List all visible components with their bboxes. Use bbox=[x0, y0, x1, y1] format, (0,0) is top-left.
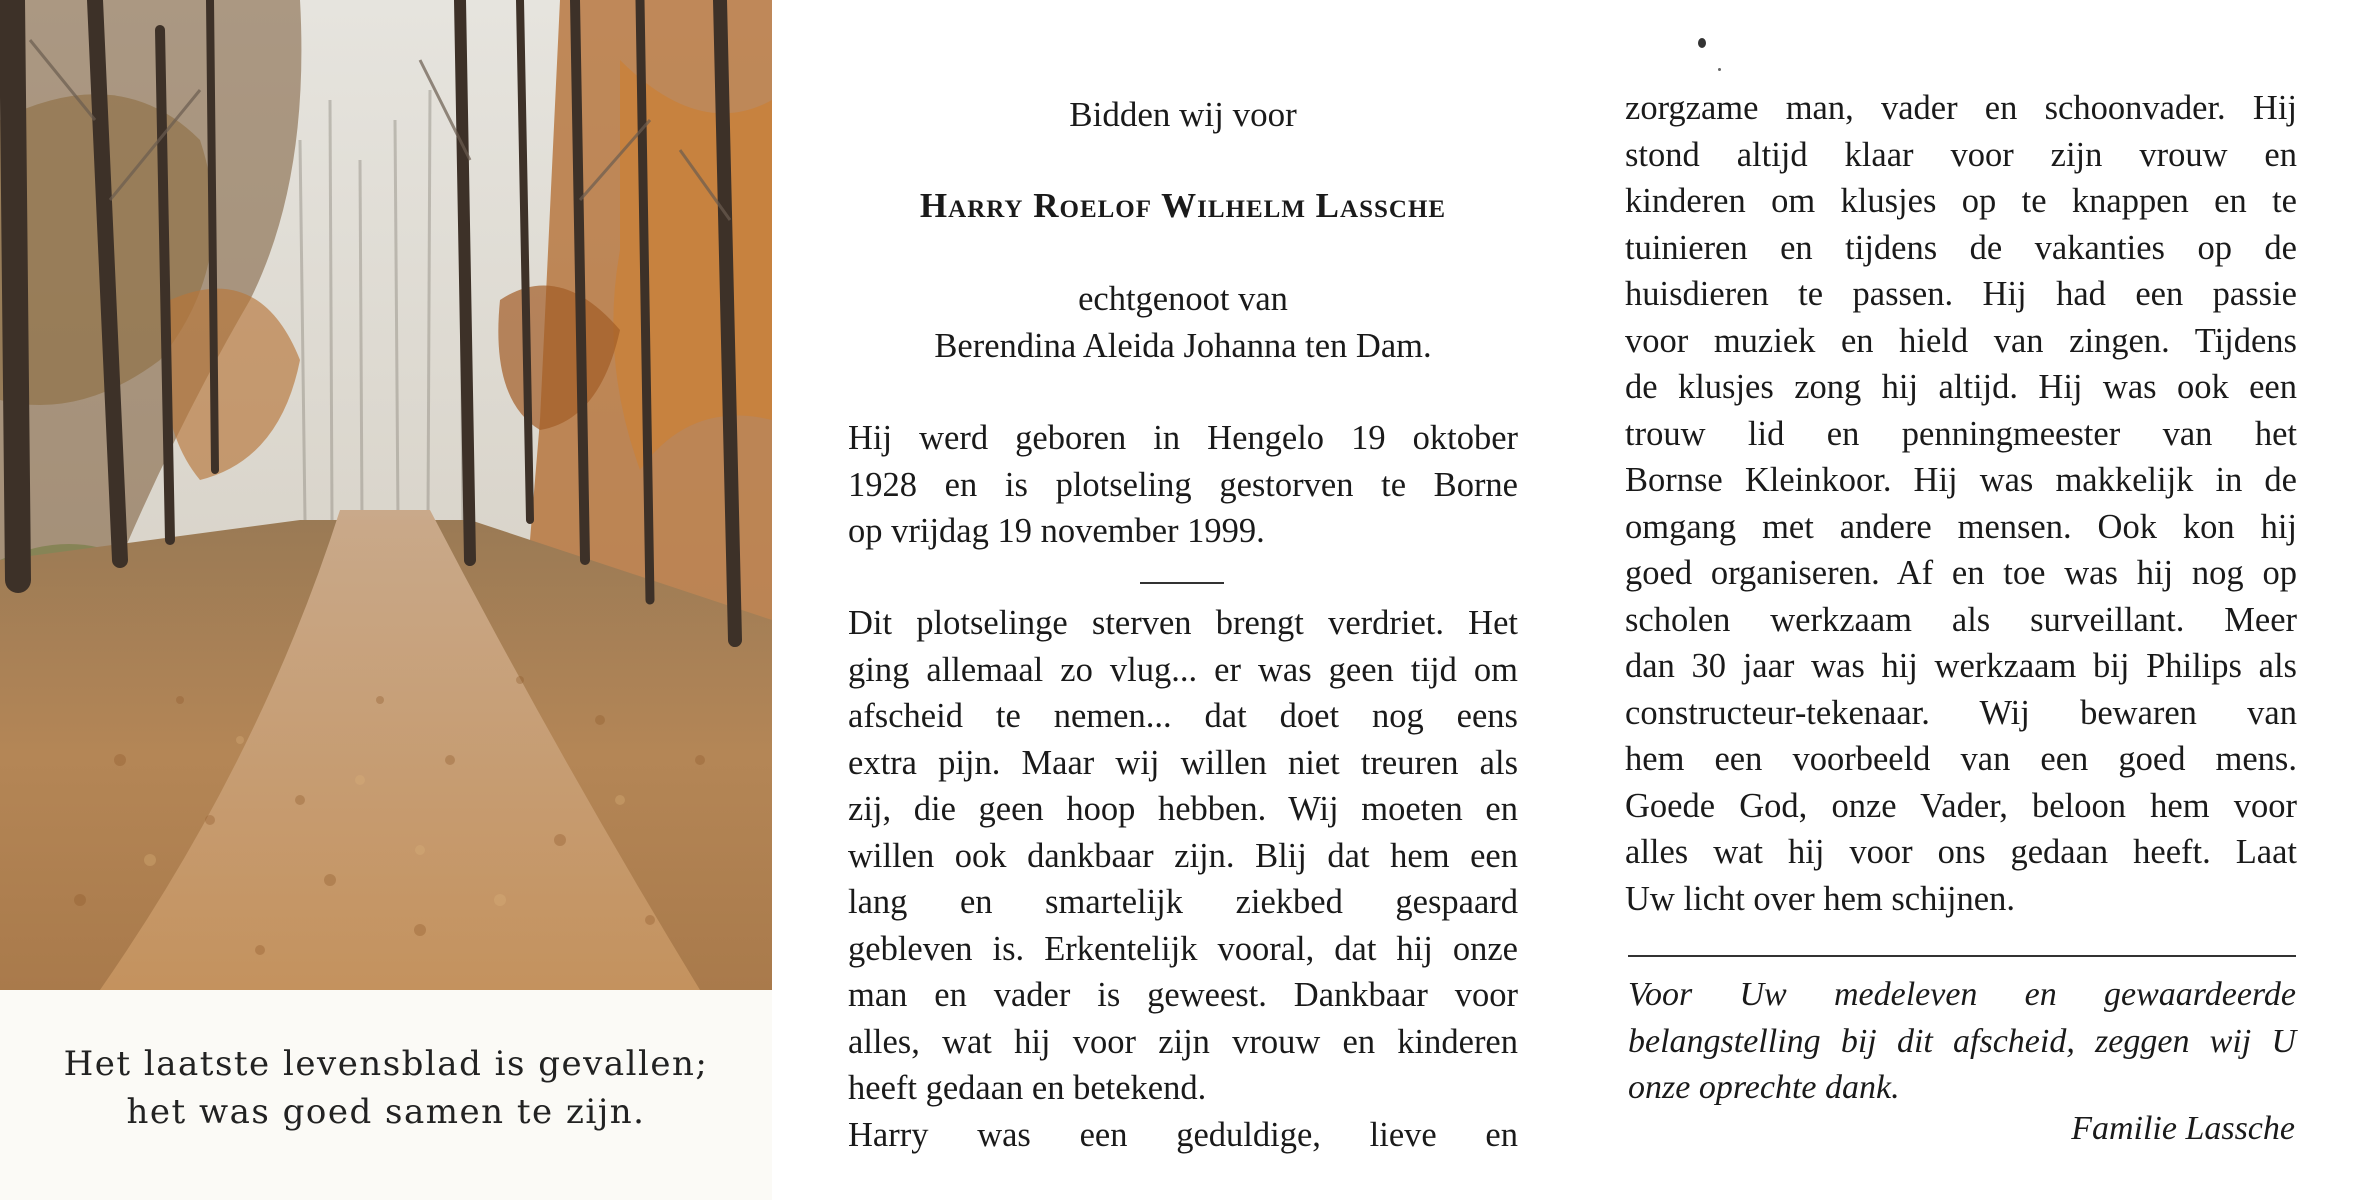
right-panel bbox=[1578, 0, 2361, 1200]
spouse-name: Berendina Aleida Johanna ten Dam. bbox=[934, 326, 1432, 365]
birth-death-paragraph bbox=[848, 415, 1518, 555]
text-line: lang en smartelijk ziekbed gespaard bbox=[848, 883, 1518, 921]
body-paragraph-continued bbox=[1625, 85, 2297, 922]
intro-text: Bidden wij voor bbox=[1069, 95, 1297, 134]
text-line: constructeur-tekenaar. Wij bewaren van bbox=[1625, 693, 2297, 732]
verse-line: het was goed samen te zijn. bbox=[126, 1092, 646, 1132]
text-line: Bornse Kleinkoor. Hij was makkelijk in de bbox=[1625, 461, 2297, 499]
text-line: heeft gedaan en betekend. bbox=[848, 1069, 1207, 1107]
text-line: Harry was een geduldige, lieve en bbox=[848, 1115, 1518, 1154]
middle-panel bbox=[772, 0, 1578, 1200]
text-line: Hij werd geboren in Hengelo 19 oktober bbox=[848, 419, 1518, 457]
text-line: huisdieren te passen. Hij had een passie bbox=[1625, 275, 2297, 313]
text-line: Goede God, onze Vader, beloon hem voor bbox=[1625, 786, 2297, 825]
family-signature: Familie Lassche bbox=[2071, 1110, 2295, 1147]
text-line: Uw licht over hem schijnen. bbox=[1625, 879, 2015, 918]
text-line: goed organiseren. Af en toe was hij nog op bbox=[1625, 554, 2297, 592]
text-line: op vrijdag 19 november 1999. bbox=[848, 512, 1265, 550]
text-line: voor muziek en hield van zingen. Tijdens bbox=[1625, 321, 2297, 360]
text-line: dan 30 jaar was hij werkzaam bij Philips als bbox=[1625, 647, 2297, 685]
body-paragraph bbox=[848, 600, 1518, 1158]
left-panel bbox=[0, 0, 772, 1200]
deceased-name: Harry Roelof Wilhelm Lassche bbox=[919, 186, 1447, 225]
text-line: Voor Uw medeleven en gewaardeerde bbox=[1628, 976, 2296, 1013]
text-line: zorgzame man, vader en schoonvader. Hij bbox=[1625, 89, 2297, 127]
text-line: 1928 en is plotseling gestorven te Borne bbox=[848, 465, 1518, 504]
text-line: zij, die geen hoop hebben. Wij moeten en bbox=[848, 790, 1518, 828]
spouse-label: echtgenoot van bbox=[1078, 280, 1288, 318]
text-line: onze oprechte dank. bbox=[1628, 1069, 1900, 1106]
ink-speck bbox=[1718, 68, 1721, 71]
divider bbox=[1140, 582, 1224, 584]
text-line: alles wat hij voor ons gedaan heeft. Laat bbox=[1625, 833, 2297, 871]
text-line: hem een voorbeeld van een goed mens. bbox=[1625, 740, 2297, 778]
text-line: belangstelling bij dit afscheid, zeggen wij U bbox=[1628, 1022, 2296, 1060]
spouse-block bbox=[848, 276, 1518, 369]
autumn-forest-photo bbox=[0, 0, 772, 990]
memorial-verse bbox=[0, 1040, 772, 1136]
text-line: willen ook dankbaar zijn. Blij dat hem een bbox=[848, 836, 1518, 875]
text-line: alles, wat hij voor zijn vrouw en kinderen bbox=[848, 1022, 1518, 1061]
verse-line: Het laatste levensblad is gevallen; bbox=[63, 1044, 709, 1084]
text-line: de klusjes zong hij altijd. Hij was ook een bbox=[1625, 368, 2297, 406]
text-line: ging allemaal zo vlug... er was geen tijd om bbox=[848, 650, 1518, 689]
text-line: tuinieren en tijdens de vakanties op de bbox=[1625, 228, 2297, 267]
text-line: scholen werkzaam als surveillant. Meer bbox=[1625, 600, 2297, 639]
text-line: gebleven is. Erkentelijk vooral, dat hij onze bbox=[848, 929, 1518, 968]
ink-speck bbox=[1698, 38, 1706, 48]
text-line: omgang met andere mensen. Ook kon hij bbox=[1625, 507, 2297, 546]
text-line: afscheid te nemen... dat doet nog eens bbox=[848, 697, 1518, 735]
divider bbox=[1628, 955, 2296, 957]
text-line: Dit plotselinge sterven brengt verdriet. Het bbox=[848, 604, 1518, 642]
text-line: kinderen om klusjes op te knappen en te bbox=[1625, 182, 2297, 220]
text-line: trouw lid en penningmeester van het bbox=[1625, 414, 2297, 453]
text-line: extra pijn. Maar wij willen niet treuren als bbox=[848, 743, 1518, 782]
text-line: stond altijd klaar voor zijn vrouw en bbox=[1625, 135, 2297, 174]
text-line: man en vader is geweest. Dankbaar voor bbox=[848, 976, 1518, 1014]
thanks-paragraph bbox=[1628, 972, 2296, 1112]
